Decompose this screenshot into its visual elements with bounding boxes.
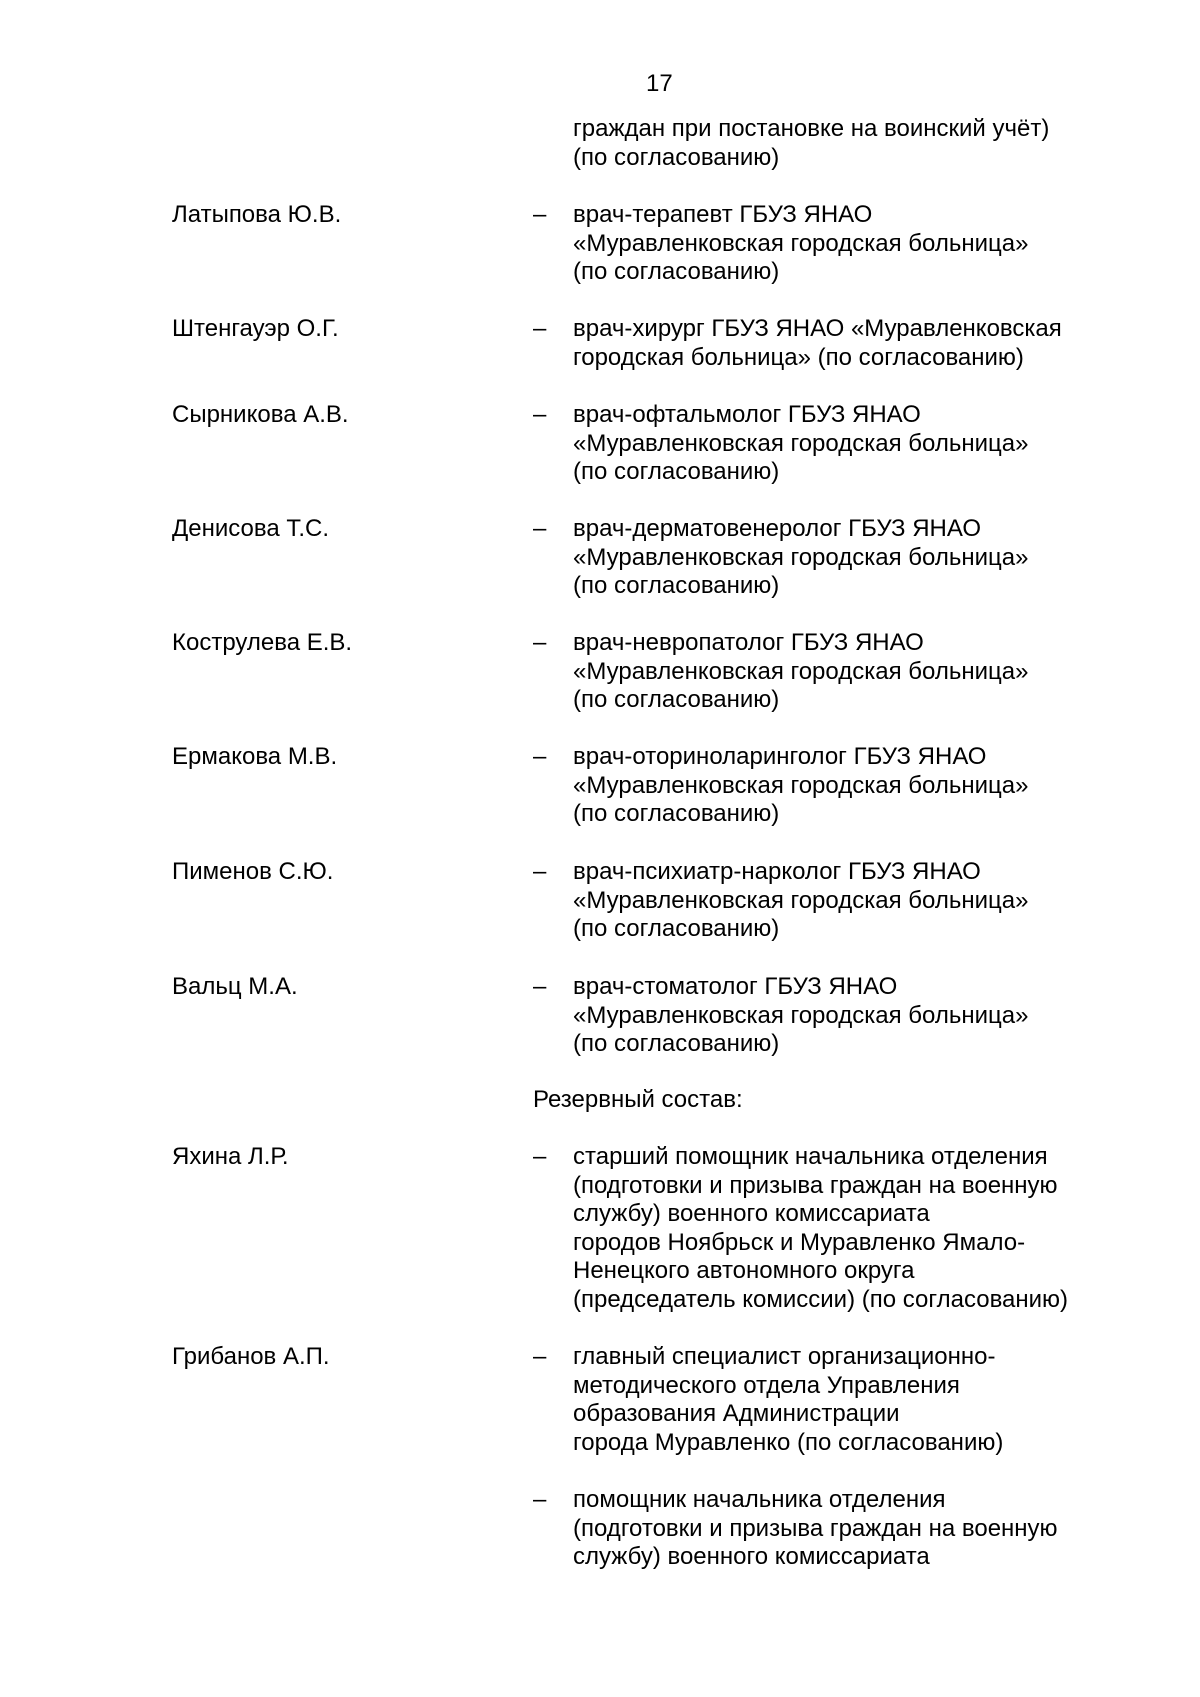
reserve-member-name: Грибанов А.П.	[172, 1343, 330, 1370]
member-name: Вальц М.А.	[172, 973, 298, 1000]
dash: –	[533, 743, 547, 770]
member-role: врач-психиатр-нарколог ГБУЗ ЯНАО «Муравленковская городская больница» (по согласованию)	[573, 858, 1029, 942]
reserve-heading: Резервный состав:	[533, 1086, 743, 1113]
dash: –	[533, 973, 547, 1000]
reserve-member-role: помощник начальника отделения (подготовки и призыва граждан на военную службу) военного комиссариата	[573, 1486, 1058, 1570]
page-number: 17	[646, 70, 673, 97]
dash: –	[533, 201, 547, 228]
member-name: Сырникова А.В.	[172, 401, 349, 428]
member-name: Штенгауэр О.Г.	[172, 315, 339, 342]
dash: –	[533, 515, 547, 542]
continuation-text: граждан при постановке на воинский учёт) (по согласованию)	[573, 115, 1050, 171]
dash: –	[533, 858, 547, 885]
dash: –	[533, 401, 547, 428]
member-role: врач-оториноларинголог ГБУЗ ЯНАО «Муравленковская городская больница» (по согласованию)	[573, 743, 1029, 827]
member-name: Пименов С.Ю.	[172, 858, 334, 885]
dash: –	[533, 1343, 547, 1370]
member-role: врач-невропатолог ГБУЗ ЯНАО «Муравленковская городская больница» (по согласованию)	[573, 629, 1029, 713]
reserve-member-name: Яхина Л.Р.	[172, 1143, 289, 1170]
member-name: Ермакова М.В.	[172, 743, 338, 770]
dash: –	[533, 1486, 547, 1513]
member-role: врач-офтальмолог ГБУЗ ЯНАО «Муравленковская городская больница» (по согласованию)	[573, 401, 1029, 485]
reserve-member-role: старший помощник начальника отделения (подготовки и призыва граждан на военную службу) военного комиссариата городов Ноябрьск и Муравленко Ямало- Ненецкого автономного округа (председатель комиссии) (по согласованию)	[573, 1143, 1069, 1313]
dash: –	[533, 1143, 547, 1170]
member-role: врач-стоматолог ГБУЗ ЯНАО «Муравленковская городская больница» (по согласованию)	[573, 973, 1029, 1057]
member-name: Денисова Т.С.	[172, 515, 330, 542]
member-name: Латыпова Ю.В.	[172, 201, 342, 228]
dash: –	[533, 629, 547, 656]
dash: –	[533, 315, 547, 342]
member-role: врач-дерматовенеролог ГБУЗ ЯНАО «Муравленковская городская больница» (по согласованию)	[573, 515, 1029, 599]
member-role: врач-хирург ГБУЗ ЯНАО «Муравленковская городская больница» (по согласованию)	[573, 315, 1062, 371]
reserve-member-role: главный специалист организационно- методического отдела Управления образования Администрации города Муравленко (по согласованию)	[573, 1343, 1004, 1456]
member-name: Кострулева Е.В.	[172, 629, 353, 656]
member-role: врач-терапевт ГБУЗ ЯНАО «Муравленковская городская больница» (по согласованию)	[573, 201, 1029, 285]
